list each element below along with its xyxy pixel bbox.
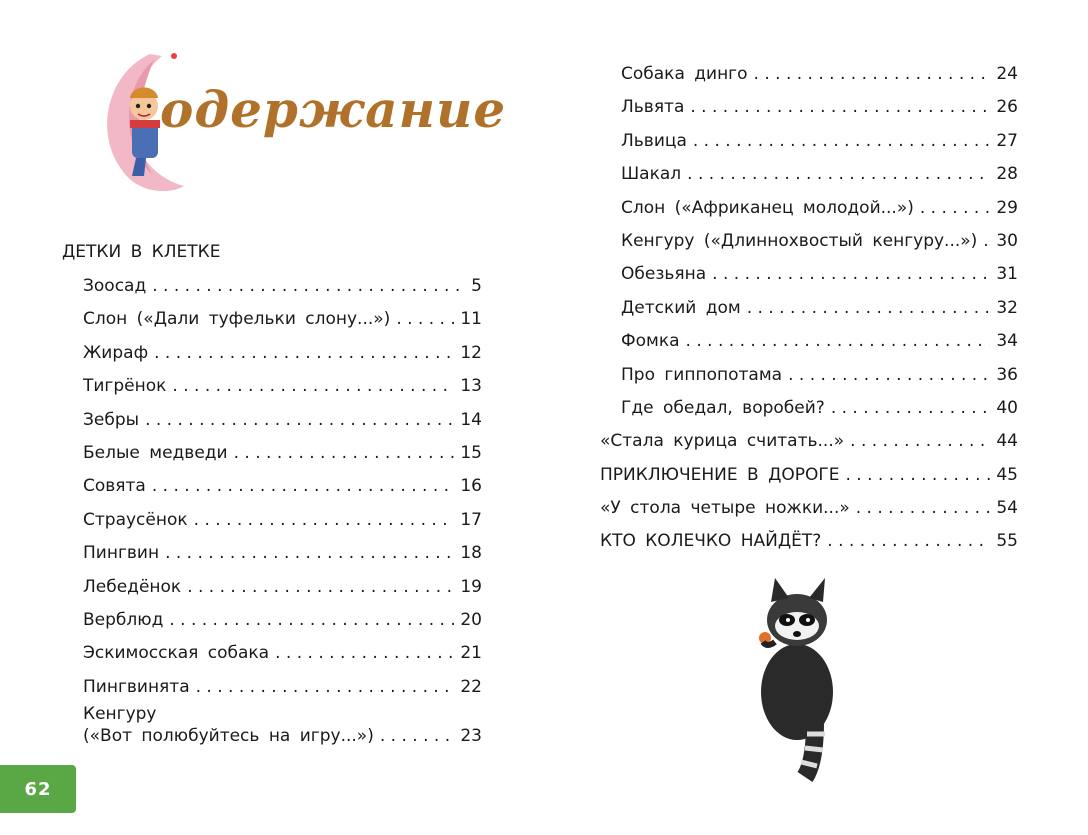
- toc-entry: Страусёнок . . . 17: [62, 504, 482, 537]
- toc-section-entry: «Стала курица считать...» . . . 44: [600, 425, 1018, 458]
- toc-entry: Львята . . . 26: [600, 91, 1018, 124]
- toc-entry: Пингвинята . . . 22: [62, 671, 482, 704]
- toc-entry: Детский дом . . . 32: [600, 292, 1018, 325]
- toc-entry: Про гиппопотама . . . 36: [600, 359, 1018, 392]
- toc-section-entry: КТО КОЛЕЧКО НАЙДЁТ? . . . 55: [600, 525, 1018, 558]
- toc-entry: Слон («Африканец молодой...») . . . 29: [600, 192, 1018, 225]
- toc-entry: Зоосад . . . 5: [62, 270, 482, 303]
- toc-entry: Шакал . . . 28: [600, 158, 1018, 191]
- toc-section-heading: ДЕТКИ В КЛЕТКЕ: [62, 242, 221, 262]
- toc-entry: Тигрёнок . . . 13: [62, 370, 482, 403]
- toc-entry: Слон («Дали туфельки слону...») . . . 11: [62, 303, 482, 336]
- toc-entry: Собака динго . . . 24: [600, 58, 1018, 91]
- toc-entry: Зебры . . . 14: [62, 404, 482, 437]
- page-number-badge: 62: [0, 765, 76, 813]
- toc-entry: Фомка . . . 34: [600, 325, 1018, 358]
- toc-entry: Лебедёнок . . . 19: [62, 571, 482, 604]
- toc-entry: Пингвин . . . 18: [62, 537, 482, 570]
- toc-entry: Эскимосская собака . . . 21: [62, 637, 482, 670]
- toc-entry-multiline: Кенгуру («Вот полюбуйтесь на игру...») . . . 23: [62, 704, 482, 750]
- toc-entry: Белые медведи . . . 15: [62, 437, 482, 470]
- toc-entry: Верблюд . . . 20: [62, 604, 482, 637]
- raccoon-illustration: [745, 572, 855, 782]
- toc-entry: Совята . . . 16: [62, 470, 482, 503]
- toc-entry: Кенгуру («Длиннохвостый кенгуру...») . . . 30: [600, 225, 1018, 258]
- toc-right-column: [600, 58, 1018, 559]
- toc-entry: Львица . . . 27: [600, 125, 1018, 158]
- toc-entry: Где обедал, воробей? . . . 40: [600, 392, 1018, 425]
- toc-section-entry: ПРИКЛЮЧЕНИЕ В ДОРОГЕ . . . 45: [600, 459, 1018, 492]
- toc-entry: Обезьяна . . . 31: [600, 258, 1018, 291]
- toc-entry: Жираф . . . 12: [62, 337, 482, 370]
- toc-left-column: [62, 236, 482, 750]
- toc-section-entry: «У стола четыре ножки...» . . . 54: [600, 492, 1018, 525]
- page-title: одержание: [160, 80, 507, 139]
